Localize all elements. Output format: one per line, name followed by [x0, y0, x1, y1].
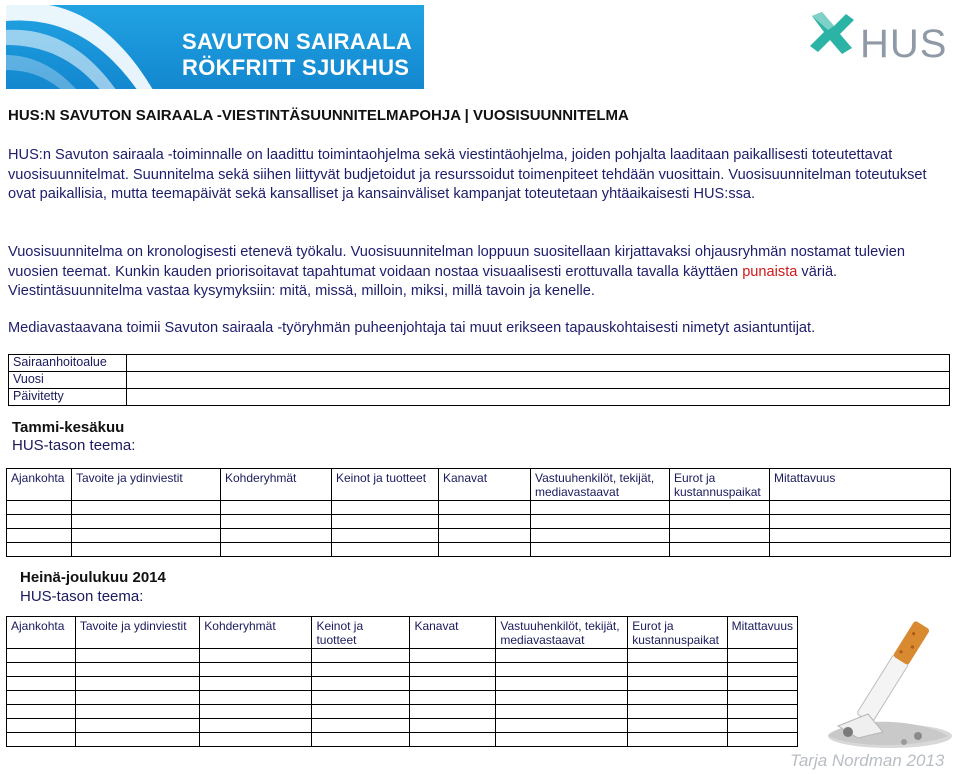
plan-table-1 — [6, 468, 951, 557]
col-keinot: Keinot ja tuotteet — [312, 617, 410, 649]
plan-table-2 — [6, 616, 798, 747]
media-paragraph: Mediavastaavana toimii Savuton sairaala -työryhmän puheenjohtaja tai muut erikseen tapauskohtaisesti nimetyt asiantuntijat. — [8, 320, 816, 336]
table-row[interactable] — [7, 719, 798, 733]
sairaanhoitoalue-field[interactable] — [127, 355, 950, 372]
col-keinot: Keinot ja tuotteet — [332, 469, 439, 501]
col-tavoite: Tavoite ja ydinviestit — [75, 617, 199, 649]
info-table — [8, 354, 950, 406]
table-row[interactable] — [7, 501, 951, 515]
hus-logo — [808, 8, 948, 66]
table-row — [9, 389, 950, 406]
table-row[interactable] — [7, 543, 951, 557]
table-header-row — [7, 469, 951, 501]
table-row — [9, 372, 950, 389]
tool-paragraph-text-end: väriä. Viestintäsuunnitelma vastaa kysymyksiin: mitä, missä, milloin, miksi, millä tavoin ja kenelle. — [8, 263, 838, 299]
theme-label-1: HUS-tason teema: — [12, 437, 136, 454]
wave-logo-icon — [6, 5, 186, 89]
savuton-sairaala-banner — [6, 5, 424, 89]
table-row[interactable] — [7, 663, 798, 677]
col-eurot: Eurot ja kustannuspaikat — [628, 617, 727, 649]
hus-logo-text: HUS — [860, 22, 948, 66]
table-row[interactable] — [7, 705, 798, 719]
label-paivitetty: Päivitetty — [9, 389, 127, 406]
table-row[interactable] — [7, 677, 798, 691]
col-mitattavuus: Mitattavuus — [727, 617, 797, 649]
theme-label-2: HUS-tason teema: — [20, 588, 144, 605]
table-row[interactable] — [7, 691, 798, 705]
tool-paragraph-text: Vuosisuunnitelma on kronologisesti etenevä työkalu. Vuosisuunnitelman loppuun suositellaan kirjattavaksi ohjausryhmän nostamat tulevien vuosien teemat. Kunkin kauden priorisoitavat tapahtumat voidaan nostaa visuaalisesti erottuvalla tavalla käyttäen — [8, 244, 905, 280]
hus-cross-icon — [808, 8, 858, 58]
label-sairaanhoitoalue: Sairaanhoitoalue — [9, 355, 127, 372]
page-title: HUS:N SAVUTON SAIRAALA -VIESTINTÄSUUNNITELMAPOHJA | VUOSISUUNNITELMA — [8, 107, 629, 124]
col-kanavat: Kanavat — [439, 469, 531, 501]
intro-paragraph: HUS:n Savuton sairaala -toiminnalle on laadittu toimintaohjelma sekä viestintäohjelma, joiden pohjalta laaditaan paikallisesti toteutettavat vuosisuunnitelmat. Suunnitelma sekä siihen liittyvät budjetoidut ja resurssoidut toimenpiteet tehdään vuosittain. Vuosisuunnitelman toteutukset ovat paikallisia, mutta teemapäivät sekä kansalliset ja kansainväliset kampanjat toteutetaan yhtäaikaisesti HUS:ssa. — [8, 147, 927, 202]
paivitetty-field[interactable] — [127, 389, 950, 406]
table-row[interactable] — [7, 733, 798, 747]
table-row[interactable] — [7, 529, 951, 543]
col-eurot: Eurot ja kustannuspaikat — [670, 469, 770, 501]
label-vuosi: Vuosi — [9, 372, 127, 389]
vuosi-field[interactable] — [127, 372, 950, 389]
col-kanavat: Kanavat — [410, 617, 496, 649]
crushed-cigarette-icon — [808, 586, 958, 750]
col-kohderyhmat: Kohderyhmät — [221, 469, 332, 501]
col-kohderyhmat: Kohderyhmät — [200, 617, 312, 649]
season-heading-1: Tammi-kesäkuu — [12, 419, 125, 436]
author-credit: Tarja Nordman 2013 — [790, 751, 945, 770]
table-row — [9, 355, 950, 372]
season-heading-2: Heinä-joulukuu 2014 — [20, 569, 166, 586]
col-vastuuhenkilot: Vastuuhenkilöt, tekijät, mediavastaavat — [531, 469, 670, 501]
col-mitattavuus: Mitattavuus — [770, 469, 951, 501]
banner-line-2: RÖKFRITT SJUKHUS — [182, 55, 410, 80]
col-ajankohta: Ajankohta — [7, 469, 72, 501]
table-header-row — [7, 617, 798, 649]
red-highlight-word: punaista — [742, 263, 798, 280]
tool-paragraph — [8, 243, 948, 302]
table-row[interactable] — [7, 515, 951, 529]
col-vastuuhenkilot: Vastuuhenkilöt, tekijät, mediavastaavat — [496, 617, 628, 649]
col-tavoite: Tavoite ja ydinviestit — [72, 469, 221, 501]
table-row[interactable] — [7, 649, 798, 663]
col-ajankohta: Ajankohta — [7, 617, 76, 649]
banner-line-1: SAVUTON SAIRAALA — [182, 29, 413, 54]
